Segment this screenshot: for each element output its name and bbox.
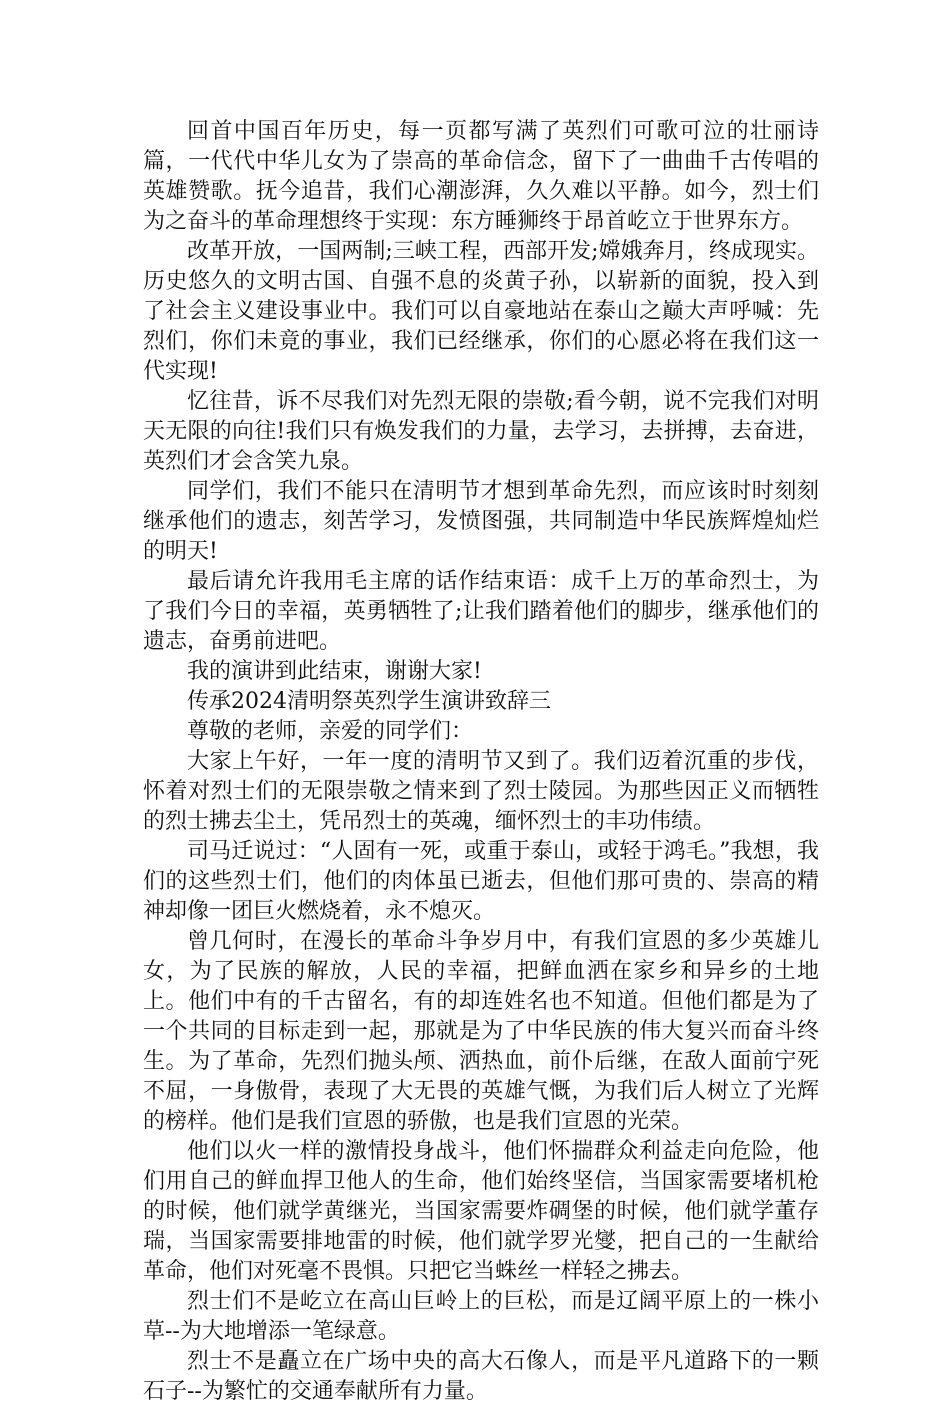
paragraph-history: 回首中国百年历史，每一页都写满了英烈们可歌可泣的壮丽诗篇，一代代中华儿女为了崇高的革命信念，留下了一曲曲千古传唱的英雄赞歌。抚今追昔，我们心潮澎湃，久久难以平静。如今，烈士们为之奋斗的革命理想终于实现：东方睡狮终于昂首屹立于世界东方。 — [143, 119, 819, 234]
paragraph-revolution-years: 曾几何时，在漫长的革命斗争岁月中，有我们宣恩的多少英雄儿女，为了民族的解放，人民的幸福，把鲜血洒在家乡和异乡的土地上。他们中有的千古留名，有的却连姓名也不知道。但他们都是为了一个共同的目标走到一起，那就是为了中华民族的伟大复兴而奋斗终生。为了革命，先烈们抛头颅、洒热血，前仆后继，在敌人面前宁死不屈，一身傲骨，表现了大无畏的英雄气慨，为我们后人树立了光辉的榜样。他们是我们宣恩的骄傲，也是我们宣恩的光荣。 — [143, 929, 819, 1134]
speech-three-title: 传承2024清明祭英烈学生演讲致辞三 — [187, 689, 551, 714]
paragraph-recall-past: 忆往昔，诉不尽我们对先烈无限的崇敬;看今朝，说不完我们对明天无限的向往!我们只有焕发我们的力量，去学习，去拼搏，去奋进，英烈们才会含笑九泉。 — [143, 389, 819, 474]
paragraph-greeting: 大家上午好，一年一度的清明节又到了。我们迈着沉重的步伐，怀着对烈士们的无限崇敬之情来到了烈士陵园。为那些因正义而牺牲的烈士拂去尘土，凭吊烈士的英魂，缅怀烈士的丰功伟绩。 — [143, 749, 819, 834]
paragraph-reform: 改革开放，一国两制;三峡工程，西部开发;嫦娥奔月，终成现实。历史悠久的文明古国、自强不息的炎黄子孙，以崭新的面貌，投入到了社会主义建设事业中。我们可以自豪地站在泰山之巅大声呼喊：先烈们，你们未竟的事业，我们已经继承，你们的心愿必将在我们这一代实现! — [143, 239, 819, 384]
paragraph-grass: 烈士们不是屹立在高山巨岭上的巨松，而是辽阔平原上的一株小草--为大地增添一笔绿意。 — [143, 1289, 819, 1344]
paragraph-thanks: 我的演讲到此结束，谢谢大家! — [187, 659, 482, 684]
paragraph-closing-quote: 最后请允许我用毛主席的话作结束语：成千上万的革命烈士，为了我们今日的幸福，英勇牺牲了;让我们踏着他们的脚步，继承他们的遗志，奋勇前进吧。 — [143, 569, 819, 654]
paragraph-passion: 他们以火一样的激情投身战斗，他们怀揣群众利益走向危险，他们用自己的鲜血捍卫他人的生命，他们始终坚信，当国家需要堵机枪的时候，他们就学黄继光，当国家需要炸碉堡的时候，他们就学董存瑞，当国家需要排地雷的时候，他们就学罗光燮，把自己的一生献给革命，他们对死毫不畏惧。只把它当蛛丝一样轻之拂去。 — [143, 1139, 819, 1284]
paragraph-classmates: 同学们，我们不能只在清明节才想到革命先烈，而应该时时刻刻继承他们的遗志，刻苦学习，发愤图强，共同制造中华民族辉煌灿烂的明天! — [143, 479, 819, 564]
paragraph-stone: 烈士不是矗立在广场中央的高大石像人，而是平凡道路下的一颗石子--为繁忙的交通奉献所有力量。 — [143, 1349, 819, 1404]
document-page — [143, 117, 819, 1407]
speech-salutation: 尊敬的老师，亲爱的同学们： — [187, 719, 474, 744]
paragraph-sima-qian: 司马迁说过：“人固有一死，或重于泰山，或轻于鸿毛。”我想，我们的这些烈士们，他们的肉体虽已逝去，但他们那可贵的、崇高的精神却像一团巨火燃烧着，永不熄灭。 — [143, 839, 819, 924]
